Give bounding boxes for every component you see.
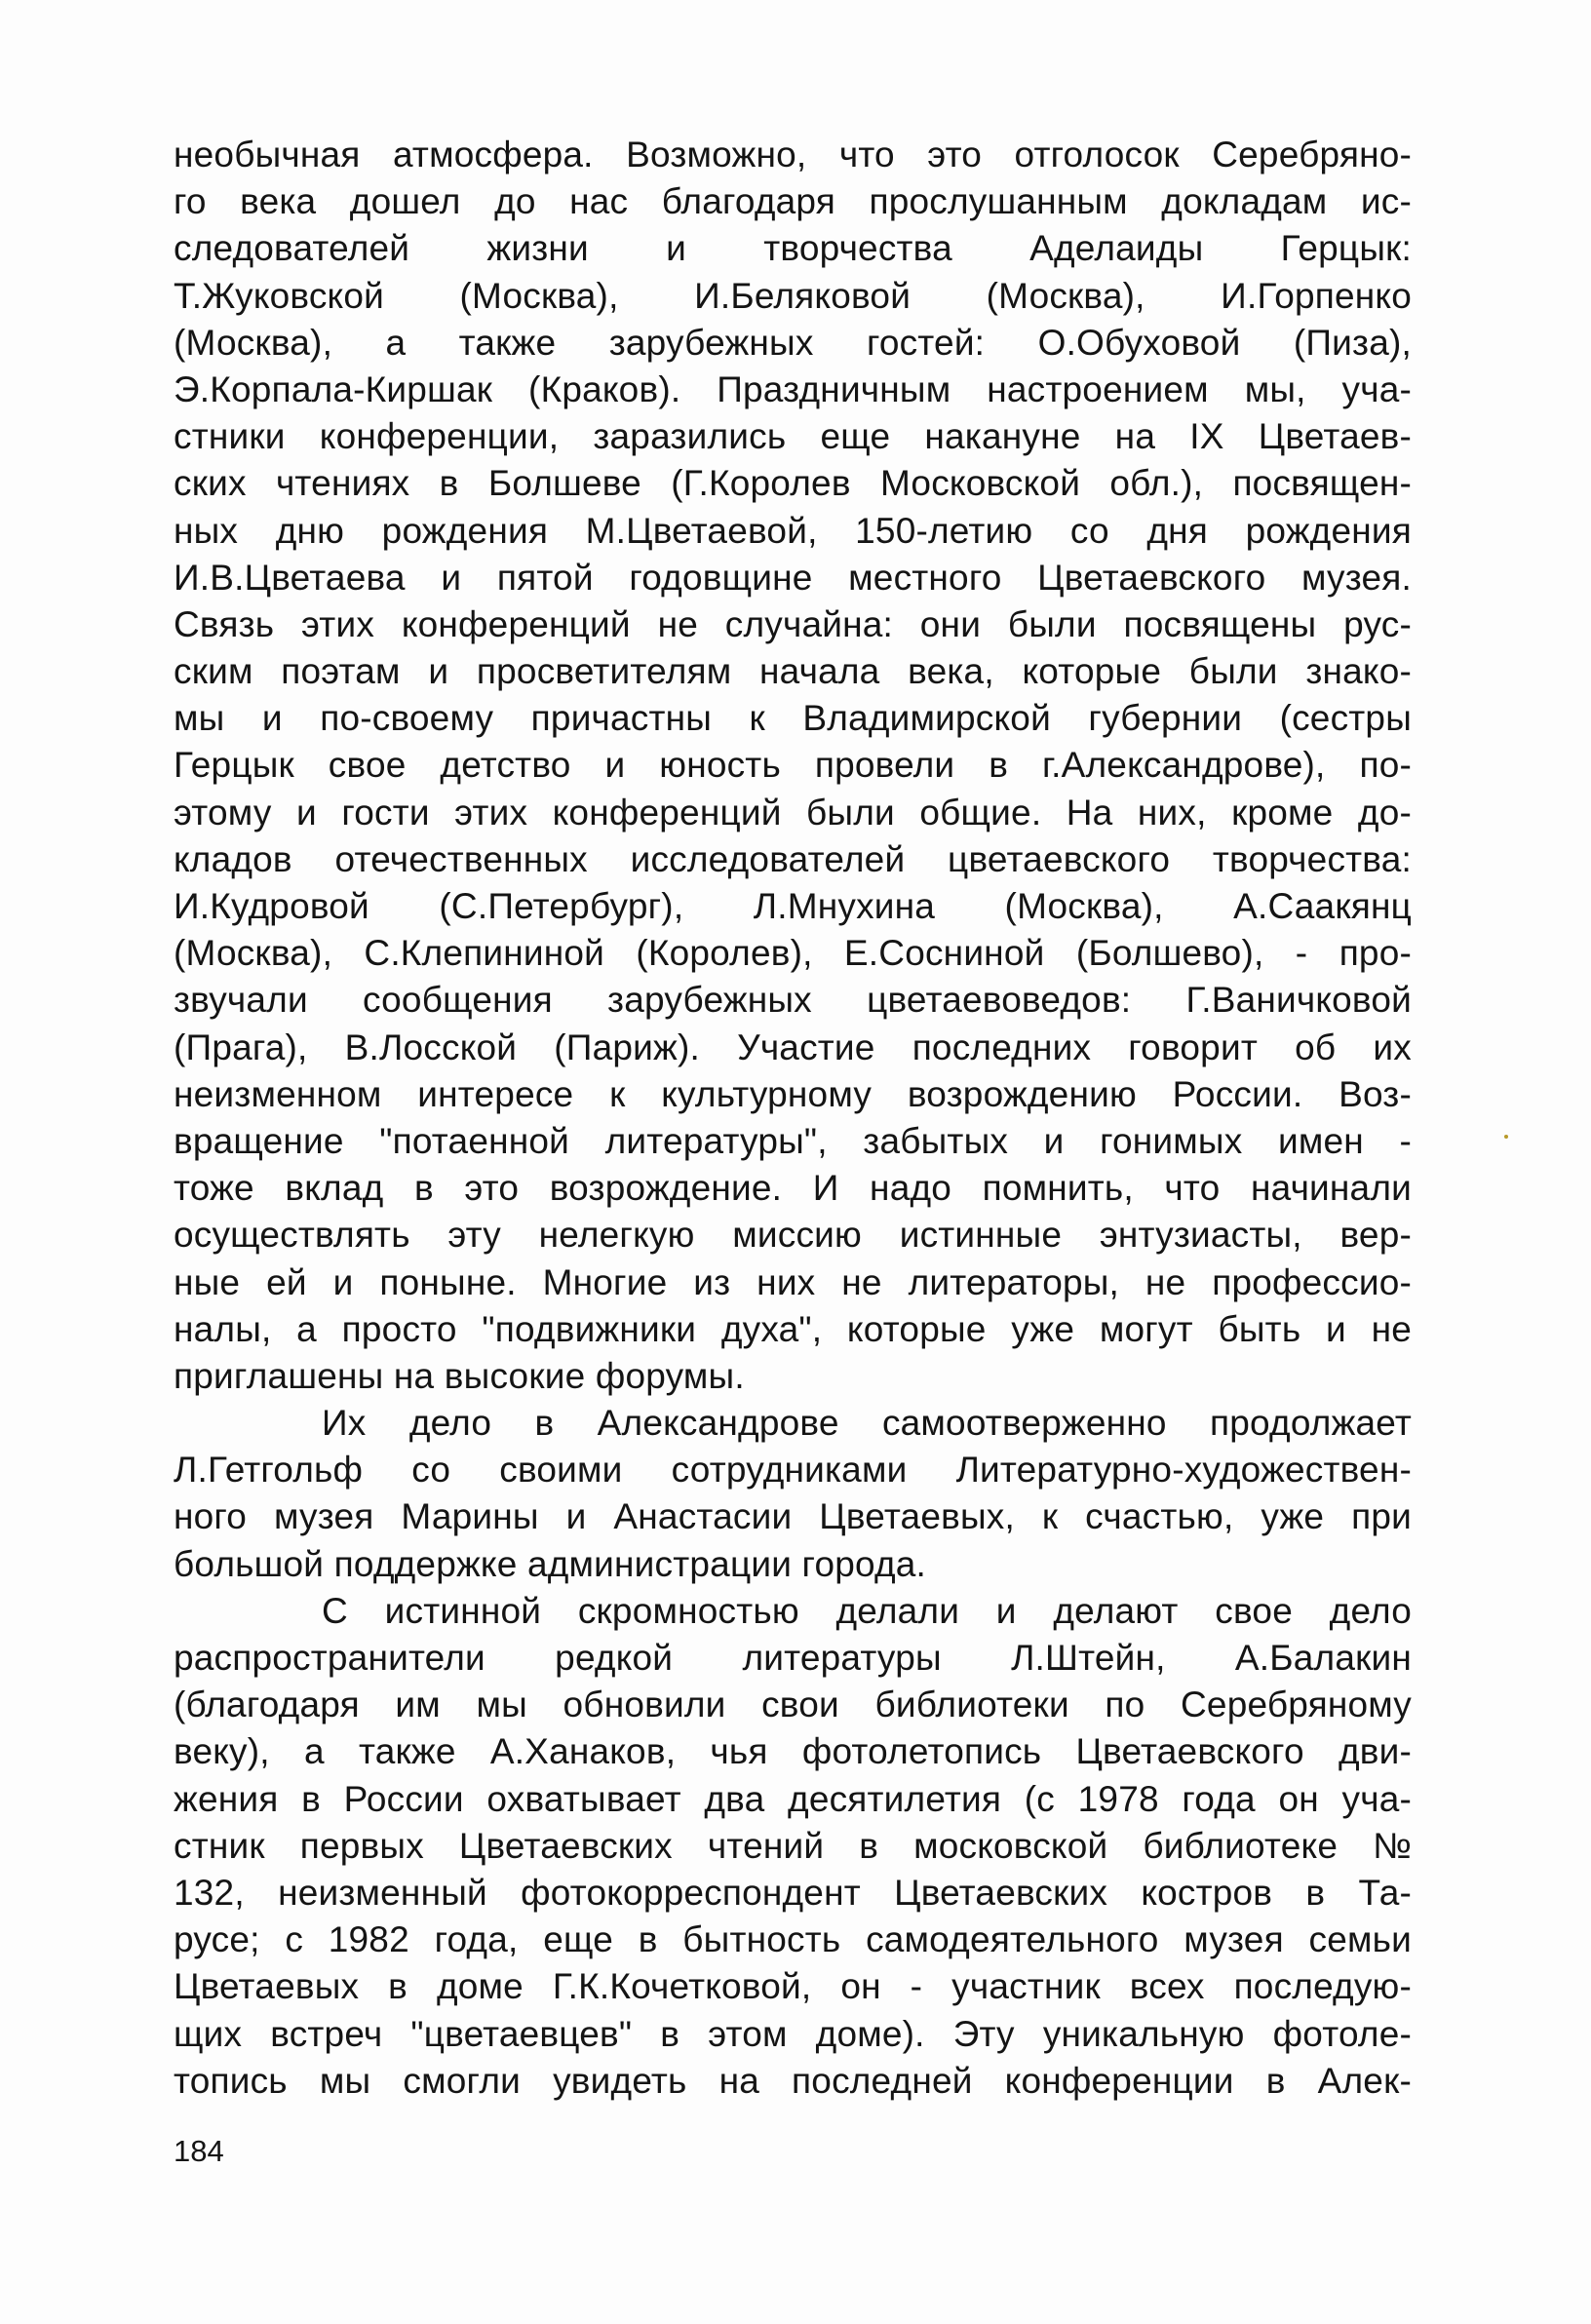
text-line: русе; с 1982 года, еще в бытность самодеятельного музея семьи <box>174 1919 1412 1960</box>
text-line: ного музея Марины и Анастасии Цветаевых, к счастью, уже при <box>174 1496 1412 1537</box>
text-line: Связь этих конференций не случайна: они были посвящены рус- <box>174 603 1412 644</box>
text-line: кладов отечественных исследователей цветаевского творчества: <box>174 838 1412 879</box>
text-line: тоже вклад в это возрождение. И надо помнить, что начинали <box>174 1168 1412 1209</box>
text-line: распространители редкой литературы Л.Штейн, А.Балакин <box>174 1638 1412 1678</box>
text-line: С истинной скромностью делали и делают свое дело <box>322 1590 1412 1631</box>
text-line: щих встреч "цветаевцев" в этом доме). Эту уникальную фотоле- <box>174 2013 1412 2054</box>
text-line: Цветаевых в доме Г.К.Кочетковой, он - участник всех последую- <box>174 1966 1412 2007</box>
text-line: И.В.Цветаева и пятой годовщине местного Цветаевского музея. <box>174 557 1412 598</box>
text-line: жения в России охватывает два десятилетия (с 1978 года он уча- <box>174 1778 1412 1819</box>
page-number: 184 <box>174 2134 224 2168</box>
text-line: го века дошел до нас благодаря прослушанным докладам ис- <box>174 181 1412 222</box>
text-line: Т.Жуковской (Москва), И.Беляковой (Москва), И.Горпенко <box>174 275 1412 316</box>
scan-speck <box>1504 1135 1508 1139</box>
text-line: ных дню рождения М.Цветаевой, 150-летию со дня рождения <box>174 510 1412 551</box>
text-line: ные ей и поныне. Многие из них не литераторы, не профессио- <box>174 1261 1412 1302</box>
text-line: неизменном интересе к культурному возрождению России. Воз- <box>174 1073 1412 1114</box>
text-line: приглашены на высокие форумы. <box>174 1355 745 1396</box>
text-line: (благодаря им мы обновили свои библиотеки по Серебряному <box>174 1685 1412 1725</box>
text-line: Герцык свое детство и юность провели в г.Александрове), по- <box>174 745 1412 786</box>
text-line: следователей жизни и творчества Аделаиды Герцык: <box>174 228 1412 269</box>
text-line: топись мы смогли увидеть на последней конференции в Алек- <box>174 2060 1412 2101</box>
text-line: необычная атмосфера. Возможно, что это отголосок Серебряно- <box>174 135 1412 174</box>
text-line: мы и по-своему причастны к Владимирской губернии (сестры <box>174 698 1412 739</box>
text-line: стник первых Цветаевских чтений в московской библиотеке № <box>174 1825 1412 1866</box>
text-line: Л.Гетгольф со своими сотрудниками Литературно-художествен- <box>174 1450 1412 1491</box>
text-line: этому и гости этих конференций были общие. На них, кроме до- <box>174 792 1412 833</box>
text-line: осуществлять эту нелегкую миссию истинные энтузиасты, вер- <box>174 1215 1412 1256</box>
text-line: Их дело в Александрове самоотверженно продолжает <box>322 1403 1412 1444</box>
text-line: 132, неизменный фотокорреспондент Цветаевских костров в Та- <box>174 1872 1412 1913</box>
body-text <box>174 132 1412 2105</box>
text-line: (Москва), С.Клепининой (Королев), Е.Сосниной (Болшево), - про- <box>174 933 1412 974</box>
text-line: (Прага), В.Лосской (Париж). Участие последних говорит об их <box>174 1026 1412 1067</box>
text-line: Э.Корпала-Киршак (Краков). Праздничным настроением мы, уча- <box>174 368 1412 409</box>
text-line: веку), а также А.Ханаков, чья фотолетопись Цветаевского дви- <box>174 1731 1412 1772</box>
text-line: ским поэтам и просветителям начала века, которые были знако- <box>174 651 1412 692</box>
text-line: ских чтениях в Болшеве (Г.Королев Московской обл.), посвящен- <box>174 463 1412 504</box>
text-line: налы, а просто "подвижники духа", которые уже могут быть и не <box>174 1308 1412 1349</box>
text-line: вращение "потаенной литературы", забытых и гонимых имен - <box>174 1120 1412 1161</box>
text-line: (Москва), а также зарубежных гостей: О.Обуховой (Пиза), <box>174 322 1412 363</box>
text-line: большой поддержке администрации города. <box>174 1543 927 1584</box>
text-line: И.Кудровой (С.Петербург), Л.Мнухина (Москва), А.Саакянц <box>174 886 1412 926</box>
text-line: стники конференции, заразились еще накануне на IX Цветаев- <box>174 416 1412 457</box>
text-line: звучали сообщения зарубежных цветаевоведов: Г.Ваничковой <box>174 980 1412 1021</box>
